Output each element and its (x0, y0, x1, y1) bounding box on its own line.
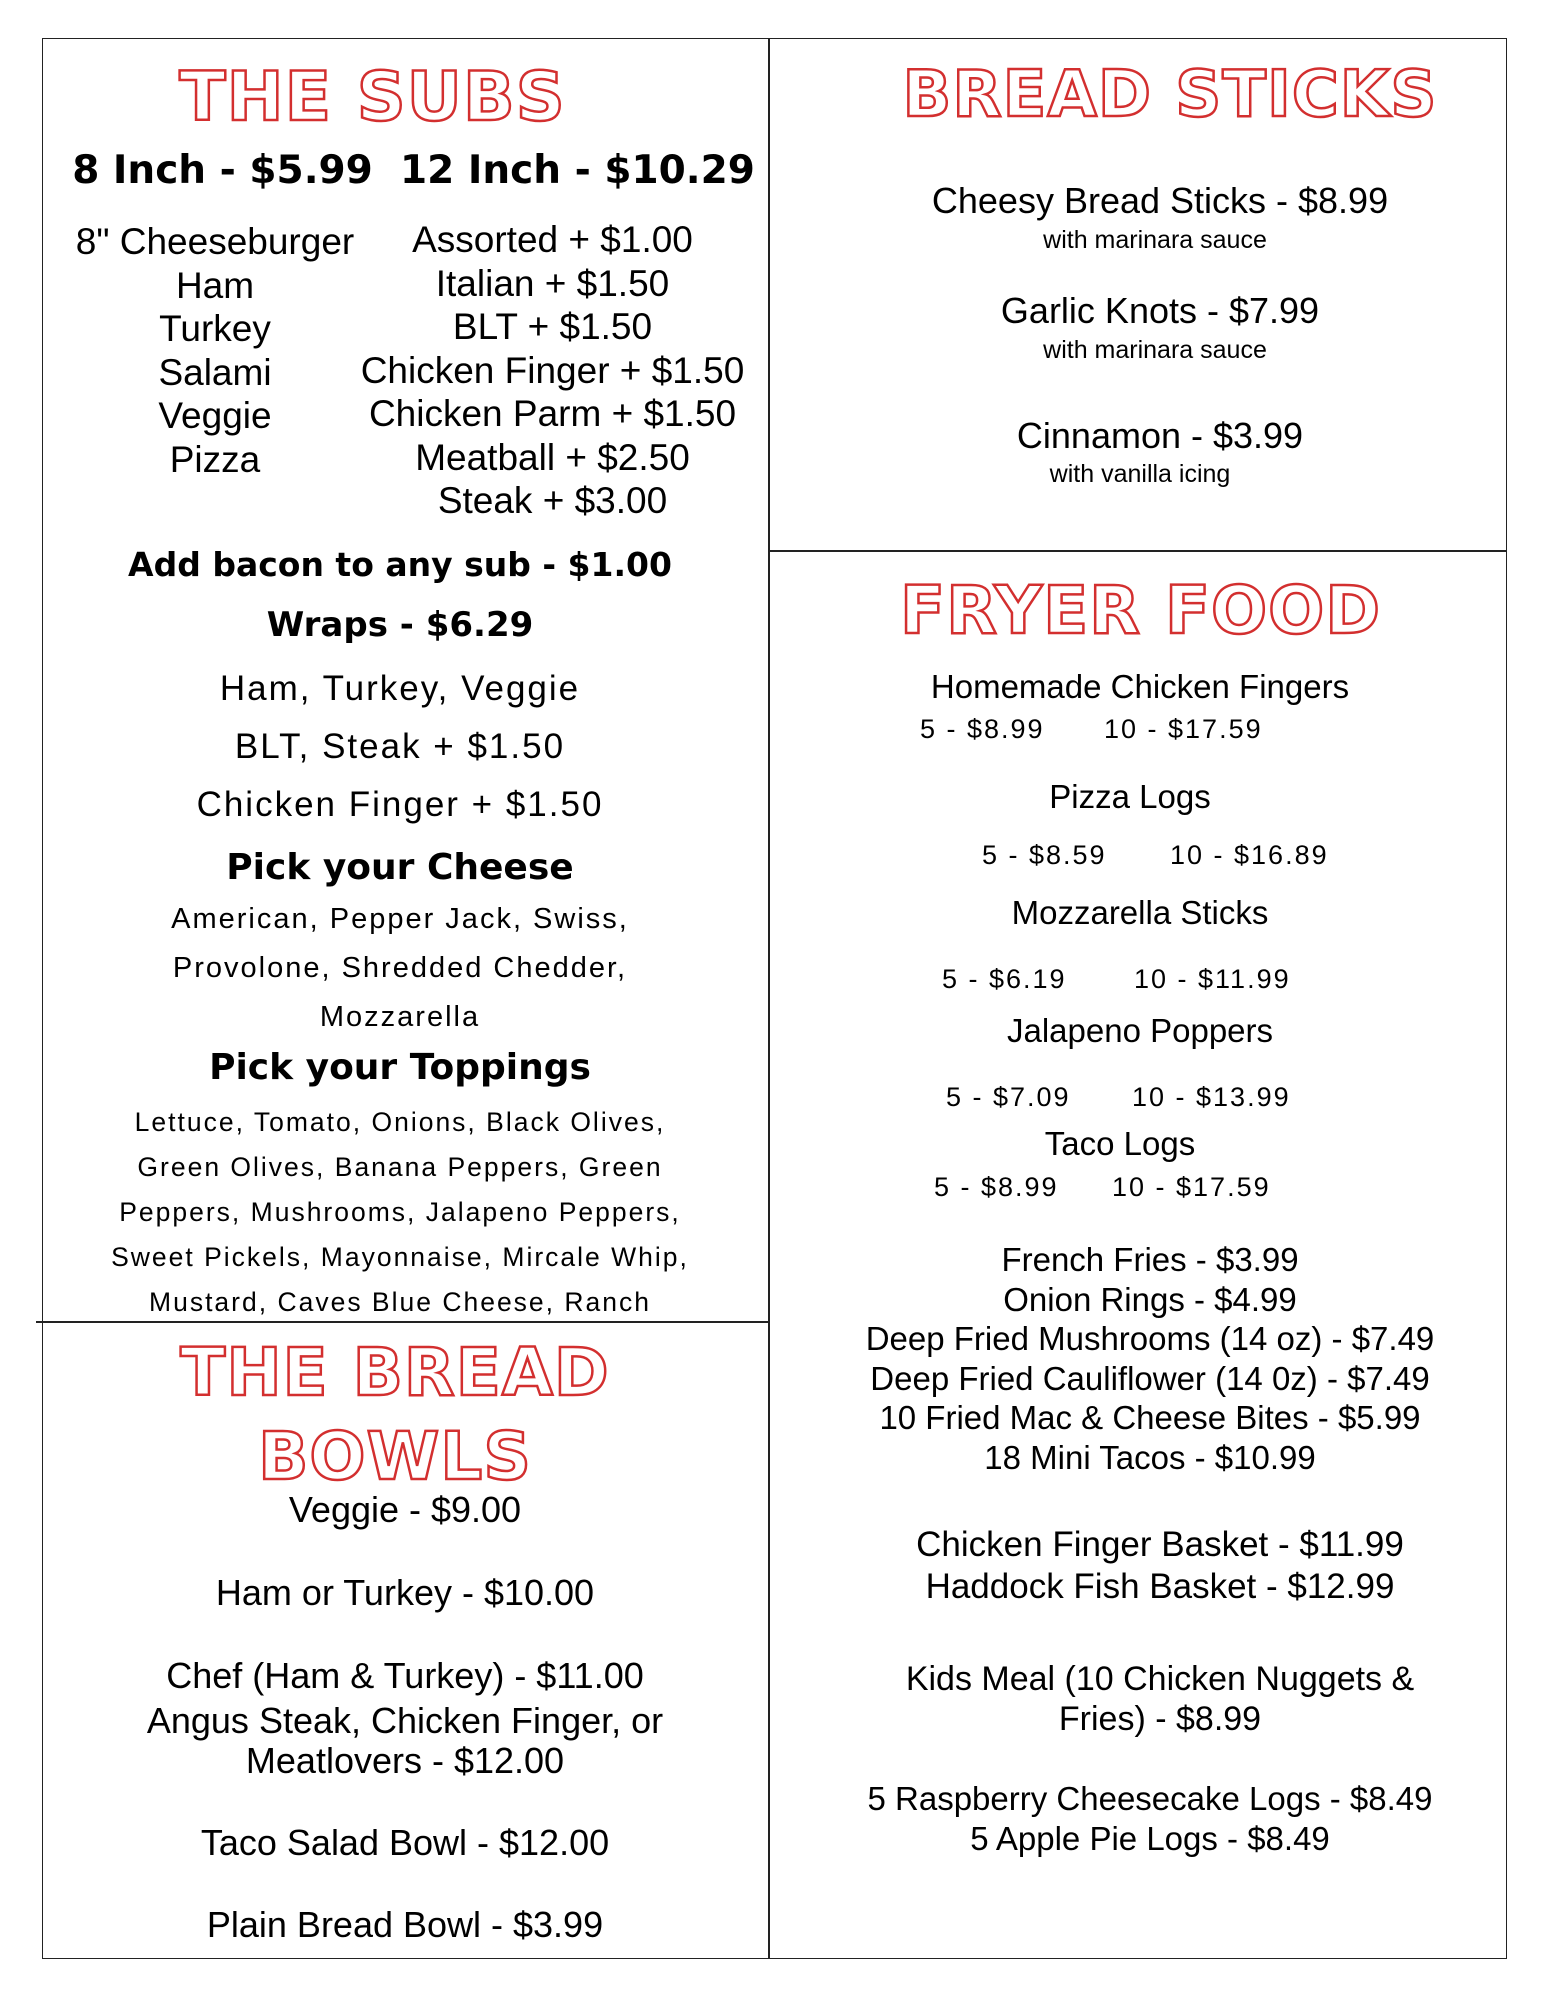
list-item: French Fries - $3.99 (1001, 1241, 1299, 1278)
fryer-item-name: Mozzarella Sticks (1011, 894, 1269, 931)
fryer-price-5: 5 - $8.99 (920, 714, 1045, 744)
stick-item-name: Cinnamon - $3.99 (1016, 415, 1304, 456)
cheese-list (70, 895, 730, 1042)
list-item: Mozzarella (319, 1001, 481, 1033)
list-item: Turkey (159, 308, 271, 349)
list-item: American, Pepper Jack, Swiss, (171, 903, 629, 935)
subs-title: THE SUBS (179, 58, 566, 137)
wraps-list (120, 660, 680, 834)
stick-item-note: with marinara sauce (1043, 336, 1267, 364)
toppings-title: Pick your Toppings (209, 1047, 591, 1088)
list-item: Veggie (158, 395, 272, 436)
list-item: Peppers, Mushrooms, Jalapeno Peppers, (119, 1197, 681, 1227)
fryer-price-5: 5 - $8.59 (982, 840, 1107, 870)
fryer-price-5: 5 - $8.99 (934, 1172, 1059, 1202)
fryer-item-name: Taco Logs (1044, 1125, 1196, 1162)
list-item: Provolone, Shredded Chedder, (172, 952, 628, 984)
list-item: Chicken Finger + $1.50 (196, 785, 604, 824)
fryer-sides-list (800, 1240, 1500, 1477)
fryer-price-10: 10 - $17.59 (1104, 714, 1263, 744)
list-item: BLT, Steak + $1.50 (234, 727, 566, 766)
list-item: Lettuce, Tomato, Onions, Black Olives, (134, 1107, 666, 1137)
list-item: Ham (175, 264, 255, 306)
add-bacon: Add bacon to any sub - $1.00 (128, 545, 672, 584)
stick-item-note: with vanilla icing (1049, 460, 1231, 488)
fryer-price-5: 5 - $7.09 (946, 1082, 1071, 1112)
size-8-inch: 8 Inch - $5.99 (72, 148, 373, 193)
fryer-item-name: Pizza Logs (1049, 778, 1211, 815)
list-item: 5 Apple Pie Logs - $8.49 (970, 1820, 1330, 1857)
list-item: Chicken Parm + $1.50 (368, 393, 737, 434)
list-item: Green Olives, Banana Peppers, Green (137, 1152, 663, 1182)
list-item: Deep Fried Cauliflower (14 0z) - $7.49 (870, 1359, 1430, 1397)
bowl-item: Ham or Turkey - $10.00 (215, 1572, 595, 1613)
list-item: Haddock Fish Basket - $12.99 (925, 1567, 1395, 1606)
list-item: 10 Fried Mac & Cheese Bites - $5.99 (879, 1399, 1421, 1436)
list-item: Kids Meal (10 Chicken Nuggets & (905, 1660, 1415, 1698)
list-item: Ham, Turkey, Veggie (219, 669, 581, 708)
size-12-inch: 12 Inch - $10.29 (400, 148, 755, 193)
bowls-title-line-2: BOWLS (258, 1418, 532, 1495)
fryer-item-name: Homemade Chicken Fingers (930, 668, 1350, 705)
wraps-title: Wraps - $6.29 (266, 605, 534, 645)
list-item: Sweet Pickels, Mayonnaise, Mircale Whip, (111, 1242, 689, 1272)
sticks-title: BREAD STICKS (902, 58, 1438, 132)
bowl-item: Veggie - $9.00 (288, 1489, 522, 1530)
bowl-item: Taco Salad Bowl - $12.00 (200, 1822, 610, 1863)
list-item: Assorted + $1.00 (412, 219, 693, 260)
sticks-fryer-divider (768, 550, 1507, 552)
bowl-item: Angus Steak, Chicken Finger, or (146, 1700, 664, 1741)
list-item: Meatball + $2.50 (415, 436, 690, 478)
cheese-title: Pick your Cheese (226, 847, 574, 888)
toppings-list (50, 1100, 750, 1325)
list-item: Mustard, Caves Blue Cheese, Ranch (149, 1287, 651, 1317)
fryer-price-10: 10 - $11.99 (1134, 964, 1291, 994)
sub-right-list (340, 218, 765, 523)
list-item: BLT + $1.50 (452, 306, 653, 347)
fryer-title: FRYER FOOD (900, 572, 1382, 649)
column-divider (768, 38, 770, 1959)
list-item: Chicken Finger + $1.50 (360, 349, 745, 391)
list-item: Steak + $3.00 (437, 480, 668, 521)
list-item: 8" Cheeseburger (75, 221, 355, 262)
bowl-item: Meatlovers - $12.00 (245, 1740, 565, 1781)
fryer-price-10: 10 - $13.99 (1132, 1082, 1291, 1112)
list-item: Pizza (169, 438, 261, 480)
bowl-item: Plain Bread Bowl - $3.99 (206, 1904, 604, 1945)
bowls-title-line-1: THE BREAD (180, 1334, 610, 1411)
list-item: Salami (158, 351, 272, 393)
fryer-kids-meal (820, 1659, 1500, 1739)
list-item: 5 Raspberry Cheesecake Logs - $8.49 (867, 1780, 1433, 1817)
list-item: 18 Mini Tacos - $10.99 (984, 1438, 1316, 1476)
fryer-price-10: 10 - $17.59 (1112, 1172, 1271, 1202)
list-item: Chicken Finger Basket - $11.99 (916, 1525, 1404, 1564)
list-item: Onion Rings - $4.99 (1003, 1280, 1297, 1318)
sub-left-list (50, 220, 380, 481)
list-item: Italian + $1.50 (435, 262, 670, 304)
list-item: Deep Fried Mushrooms (14 oz) - $7.49 (865, 1320, 1435, 1357)
bowl-item: Chef (Ham & Turkey) - $11.00 (166, 1655, 644, 1696)
fryer-desserts-list (800, 1779, 1500, 1859)
fryer-baskets-list (820, 1524, 1500, 1608)
stick-item-name: Cheesy Bread Sticks - $8.99 (931, 180, 1389, 221)
list-item: Fries) - $8.99 (1058, 1700, 1262, 1738)
fryer-price-10: 10 - $16.89 (1170, 840, 1329, 870)
fryer-item-name: Jalapeno Poppers (1006, 1012, 1274, 1049)
stick-item-name: Garlic Knots - $7.99 (1000, 290, 1320, 331)
fryer-price-5: 5 - $6.19 (942, 964, 1067, 994)
stick-item-note: with marinara sauce (1043, 226, 1267, 254)
